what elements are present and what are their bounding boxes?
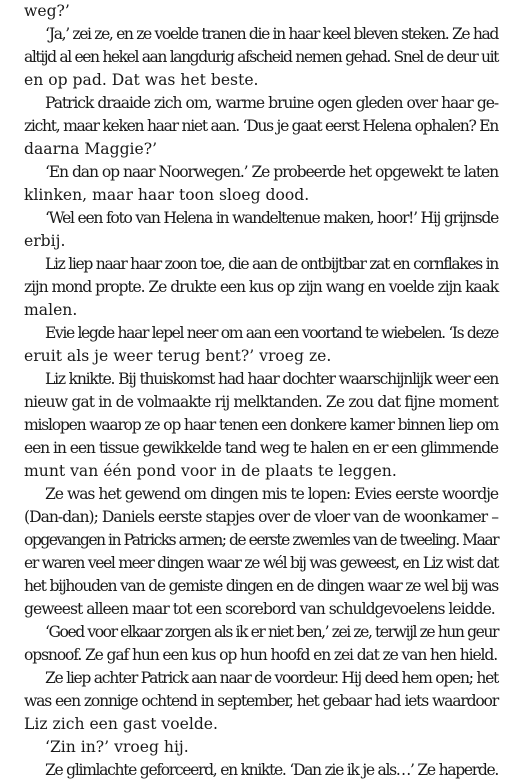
text-line: Patrick draaide zich om, warme bruine ogen gleden over haar ge-: [45, 94, 498, 112]
body-text: [24, 0, 498, 782]
text-line: geweest alleen maar tot een scorebord van schuldgevoelens leidde.: [24, 600, 495, 618]
text-line: ‘En dan op naar Noorwegen.’ Ze probeerde het opgewekt te laten: [45, 163, 498, 181]
text-line: Liz liep naar haar zoon toe, die aan de ontbijtbar zat en cornflakes in: [45, 255, 498, 273]
text-line: klinken, maar haar toon sloeg dood.: [24, 186, 310, 204]
text-line: zicht, maar keken haar niet aan. ‘Dus je gaat eerst Helena ophalen? En: [24, 117, 498, 135]
text-line: mislopen waarop ze op haar tenen een donkere kamer binnen liep om: [24, 416, 498, 434]
text-line: ‘Ja,’ zei ze, en ze voelde tranen die in haar keel bleven steken. Ze had: [45, 25, 498, 43]
text-line: Ze glimlachte geforceerd, en knikte. ‘Dan zie ik je als…’ Ze haperde.: [45, 761, 498, 779]
text-line: munt van één pond voor in de plaats te leggen.: [24, 462, 397, 480]
text-line: was een zonnige ochtend in september, het gebaar had iets waardoor: [24, 692, 498, 710]
text-line: malen.: [24, 301, 78, 319]
text-line: (Dan-dan); Daniels eerste stapjes over de vloer van de woonkamer –: [24, 508, 498, 526]
text-line: een in een tissue gewikkelde tand weg te halen en er een glimmende: [24, 439, 498, 457]
text-line: Ze liep achter Patrick aan naar de voordeur. Hij deed hem open; het: [45, 669, 498, 687]
text-line: en op pad. Dat was het beste.: [24, 71, 259, 89]
text-line: Liz zich een gast voelde.: [24, 715, 218, 733]
text-line: Evie legde haar lepel neer om aan een voortand te wiebelen. ‘Is deze: [45, 324, 498, 342]
text-line: opsnoof. Ze gaf hun een kus op hun hoofd en zei dat ze van hen hield.: [24, 646, 498, 664]
text-line: opgevangen in Patricks armen; de eerste zwemles van de tweeling. Maar: [24, 531, 498, 549]
text-line: nieuw gat in de volmaakte rij melktanden. Ze zou dat fijne moment: [24, 393, 498, 411]
text-line: erbij.: [24, 232, 66, 250]
text-line: er waren veel meer dingen waar ze wél bij was geweest, en Liz wist dat: [24, 554, 498, 572]
text-line: Ze was het gewend om dingen mis te lopen: Evies eerste woordje: [45, 485, 498, 503]
text-line: Liz knikte. Bij thuiskomst had haar dochter waarschijnlijk weer een: [45, 370, 498, 388]
text-line: altijd al een hekel aan langdurig afscheid nemen gehad. Snel de deur uit: [24, 48, 498, 66]
text-line: eruit als je weer terug bent?’ vroeg ze.: [24, 347, 332, 365]
text-line: ‘Zin in?’ vroeg hij.: [45, 738, 189, 756]
text-line: weg?’: [24, 2, 70, 20]
text-line: ‘Wel een foto van Helena in wandeltenue maken, hoor!’ Hij grijnsde: [45, 209, 498, 227]
text-line: het bijhouden van de gemiste dingen en de dingen waar ze wel bij was: [24, 577, 498, 595]
text-line: daarna Maggie?’: [24, 140, 158, 158]
text-line: ‘Goed voor elkaar zorgen als ik er niet ben,’ zei ze, terwijl ze hun geur: [45, 623, 498, 641]
text-line: zijn mond propte. Ze drukte een kus op zijn wang en voelde zijn kaak: [24, 278, 498, 296]
